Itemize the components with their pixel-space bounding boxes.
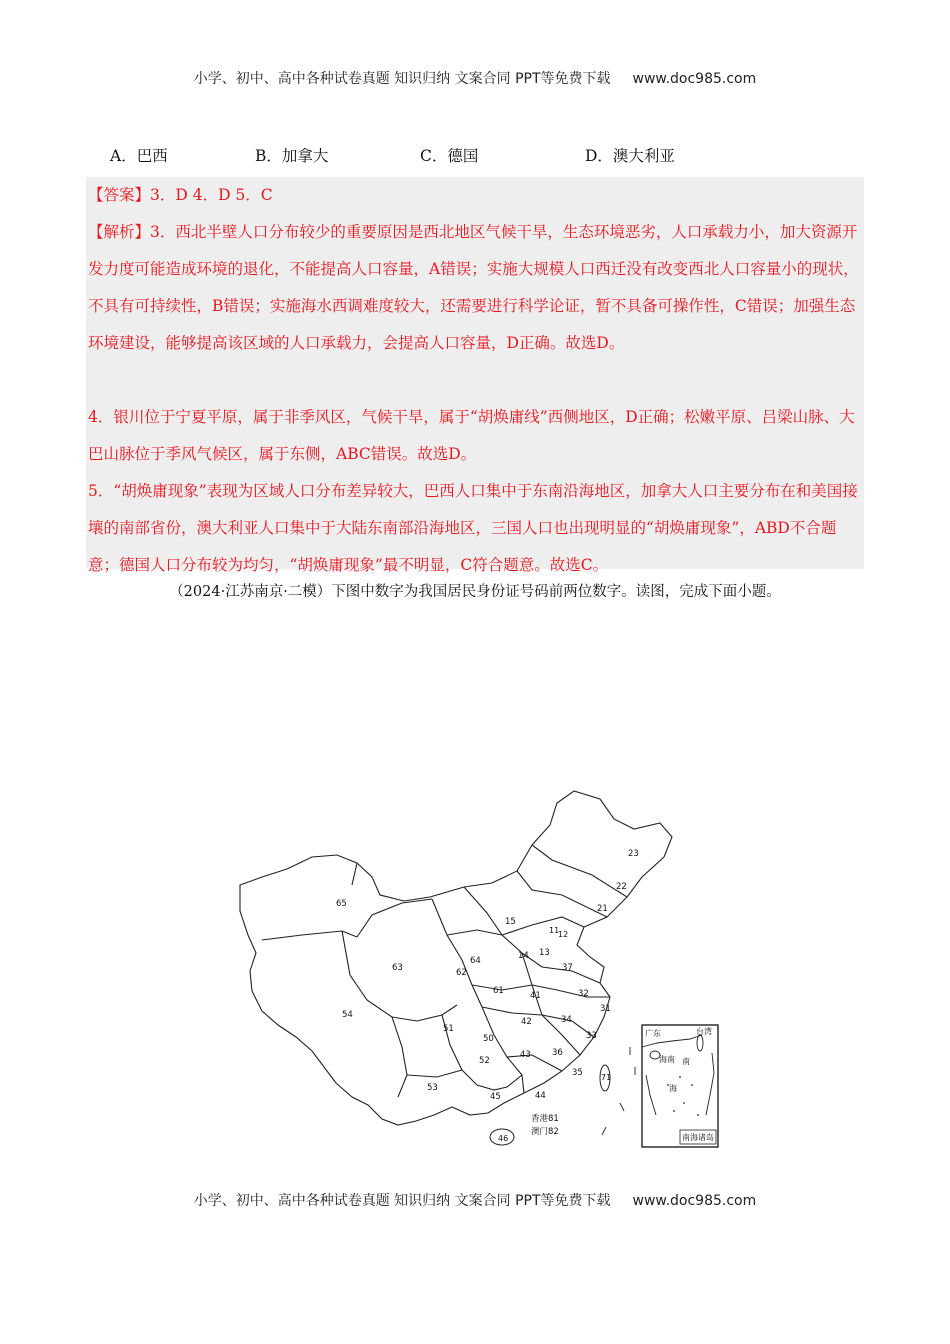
code-23: 23 xyxy=(628,849,639,859)
page-footer xyxy=(0,1190,950,1210)
code-44: 44 xyxy=(535,1091,546,1101)
page-header xyxy=(0,68,950,88)
code-53: 53 xyxy=(427,1083,438,1093)
code-15: 15 xyxy=(505,917,516,927)
footer-url[interactable]: www.doc985.com xyxy=(632,1193,757,1209)
code-37: 37 xyxy=(562,963,573,973)
code-11: 11 xyxy=(549,926,560,935)
option-a: A．巴西 xyxy=(110,147,168,165)
china-map-svg xyxy=(232,785,722,1155)
code-63: 63 xyxy=(392,963,403,973)
inset-label-taiwan: 台湾 xyxy=(696,1027,712,1036)
code-33: 33 xyxy=(586,1031,597,1041)
code-42: 42 xyxy=(521,1017,532,1027)
code-43: 43 xyxy=(520,1050,531,1060)
inset-label-hainan: 海南 xyxy=(659,1055,675,1064)
code-hongkong: 香港81 xyxy=(531,1114,559,1124)
answer-text: 3．D 4．D 5．C xyxy=(150,186,273,204)
code-52: 52 xyxy=(479,1056,490,1066)
inset-label-hai: 海 xyxy=(669,1084,677,1093)
answer-analysis-box xyxy=(86,177,864,574)
analysis-q3 xyxy=(88,214,860,362)
code-65: 65 xyxy=(336,899,347,909)
code-32: 32 xyxy=(578,989,589,999)
code-62: 62 xyxy=(456,968,467,978)
option-c: C．德国 xyxy=(420,147,479,165)
footer-text: 小学、初中、高中各种试卷真题 知识归纳 文案合同 PPT等免费下载 xyxy=(193,1193,611,1209)
analysis-q5: 5．“胡焕庸现象”表现为区域人口分布差异较大，巴西人口集中于东南沿海地区，加拿大人口主要分布在和美国接壤的南部省份，澳大利亚人口集中于大陆东南部沿海地区，三国人口也出现明显的“胡焕庸现象”，ABD不合题意；德国人口分布较为均匀，“胡焕庸现象”最不明显，C符合题意。故选C。 xyxy=(88,482,858,574)
code-50: 50 xyxy=(483,1034,494,1044)
header-text: 小学、初中、高中各种试卷真题 知识归纳 文案合同 PPT等免费下载 xyxy=(193,71,611,87)
china-id-code-map xyxy=(232,785,722,1155)
code-64: 64 xyxy=(470,956,481,966)
option-b: B．加拿大 xyxy=(255,147,329,165)
south-china-sea-inset xyxy=(642,1025,718,1147)
answer-options xyxy=(110,144,870,168)
code-45: 45 xyxy=(490,1092,501,1102)
code-35: 35 xyxy=(572,1068,583,1078)
header-url[interactable]: www.doc985.com xyxy=(632,71,757,87)
code-21: 21 xyxy=(597,904,608,914)
code-41: 41 xyxy=(530,991,541,1001)
inset-label-nanhai-islands: 南海诸岛 xyxy=(682,1133,714,1142)
code-macau: 澳门82 xyxy=(531,1127,559,1137)
code-14: 14 xyxy=(518,951,529,961)
inset-label-nan: 南 xyxy=(682,1057,690,1066)
code-34: 34 xyxy=(561,1015,572,1025)
code-13: 13 xyxy=(539,948,550,958)
code-46: 46 xyxy=(498,1134,509,1143)
analysis-q4: 4．银川位于宁夏平原，属于非季风区，气候干旱，属于“胡焕庸线”西侧地区，D正确；松嫩平原、吕梁山脉、大巴山脉位于季风气候区，属于东侧，ABC错误。故选D。 xyxy=(88,408,855,463)
code-61: 61 xyxy=(493,986,504,996)
code-51: 51 xyxy=(443,1024,454,1034)
code-36: 36 xyxy=(552,1048,563,1058)
answer-line xyxy=(88,177,860,214)
answer-tag: 【答案】 xyxy=(88,186,151,204)
option-d: D．澳大利亚 xyxy=(585,147,675,165)
code-22: 22 xyxy=(616,882,627,892)
analysis-q3-text: 3．西北半壁人口分布较少的重要原因是西北地区气候干旱，生态环境恶劣，人口承载力小，加大资源开发力度可能造成环境的退化，不能提高人口容量，A错误；实施大规模人口西迁没有改变西北人口容量小的现状，不具有可持续性，B错误；实施海水西调难度较大，还需要进行科学论证，暂不具备可操作性，C错误；加强生态环境建设，能够提高该区域的人口承载力，会提高人口容量，D正确。故选D。 xyxy=(88,223,859,352)
inset-label-guangdong: 广东 xyxy=(645,1029,661,1038)
code-31: 31 xyxy=(600,1004,611,1014)
question-intro: （2024·江苏南京·二模）下图中数字为我国居民身份证号码前两位数字。读图，完成下面小题。 xyxy=(169,584,781,600)
code-12: 12 xyxy=(558,930,569,939)
analysis-tag: 【解析】 xyxy=(88,223,151,241)
code-54: 54 xyxy=(342,1010,353,1020)
code-71: 71 xyxy=(601,1073,612,1082)
